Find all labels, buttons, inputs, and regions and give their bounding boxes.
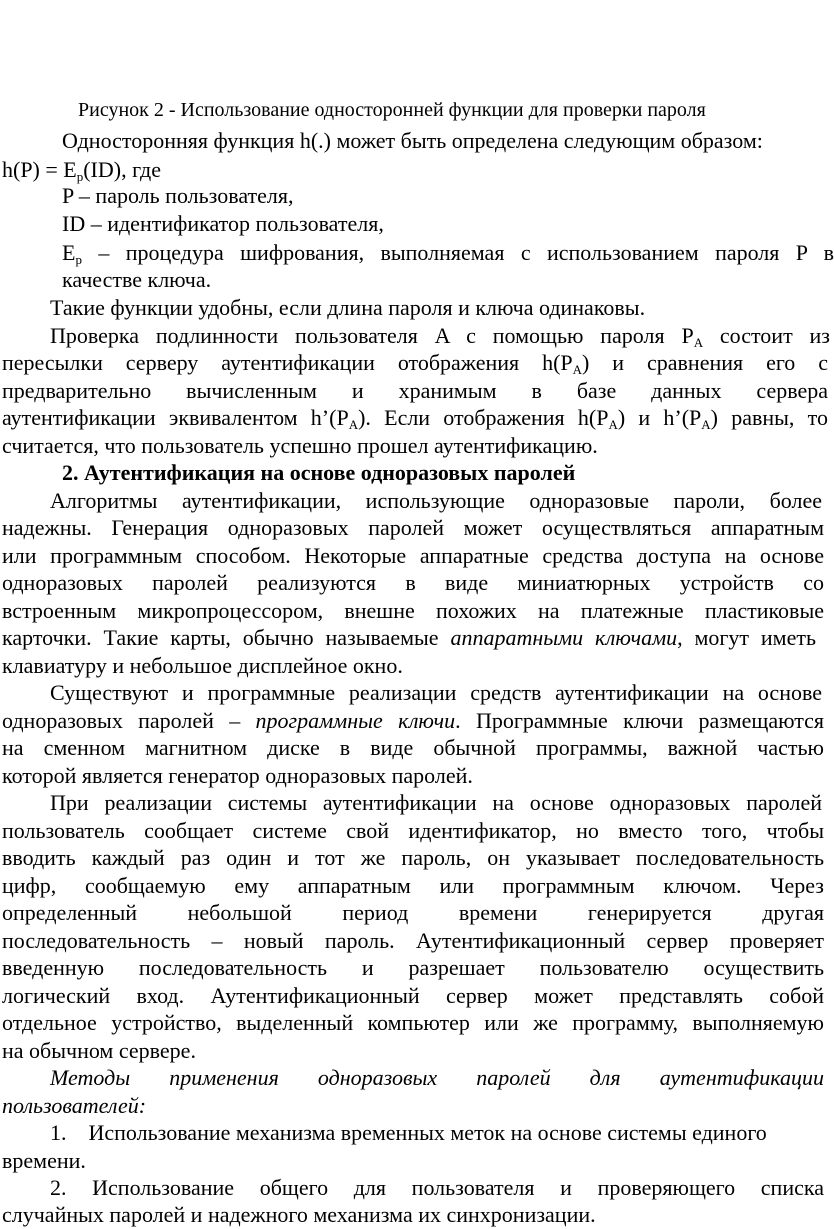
p1-l6b: , могут иметь xyxy=(677,625,817,650)
def-ep xyxy=(62,238,834,267)
p1-line-5: встроенным микропроцессором, внешне похожих на платежные пластиковые xyxy=(2,598,824,623)
verify-line-1 xyxy=(50,321,830,350)
p3-line-3: вводить каждый раз один и тот же пароль, он указывает последовательность xyxy=(2,845,824,870)
intro-formula xyxy=(2,155,816,184)
list-item-1: 1. Использование механизма временных меток на основе системы единого xyxy=(50,1120,767,1145)
verify-line-3: предварительно вычисленным и хранимым в базе данных сервера xyxy=(2,378,828,403)
formula-sub: p xyxy=(76,169,84,184)
p3-line-5: определенный небольшой период времени генерируется другая xyxy=(2,900,824,925)
figure-caption: Рисунок 2 - Использование односторонней функции для проверки пароля xyxy=(78,99,706,121)
def-p: P – пароль пользователя, xyxy=(62,183,294,208)
p1-line-4: одноразовых паролей реализуются в виде миниатюрных устройств со xyxy=(2,570,824,595)
list-item-2-cont: случайных паролей и надежного механизма их синхронизации. xyxy=(2,1202,596,1227)
verify-l2a: пересылки серверу аутентификации отображения h(P xyxy=(2,350,573,375)
p3-line-1: При реализации системы аутентификации на основе одноразовых паролей xyxy=(50,790,822,815)
verify-line-4 xyxy=(2,403,828,432)
p3-line-7: введенную последовательность и разрешает пользователю осуществить xyxy=(2,955,824,980)
p1-line-1: Алгоритмы аутентификации, использующие одноразовые пароли, более xyxy=(50,488,822,513)
p2-line-1: Существуют и программные реализации средств аутентификации на основе xyxy=(50,680,822,705)
p2-l2a: одноразовых паролей – xyxy=(2,708,256,733)
p3-line-6: последовательность – новый пароль. Аутентификационный сервер проверяет xyxy=(2,928,824,953)
p1-line-3: или программным способом. Некоторые аппаратные средства доступа на основе xyxy=(2,543,824,568)
formula-a: h(P) = E xyxy=(2,157,77,182)
formula-b: (ID), где xyxy=(83,157,161,182)
convenient-line: Такие функции удобны, если длина пароля и ключа одинаковы. xyxy=(50,295,646,320)
p2-line-2 xyxy=(2,706,824,735)
p1-l6-em: аппаратными ключами xyxy=(450,625,678,650)
methods-line-2: пользователей: xyxy=(2,1093,147,1118)
p3-line-9: отдельное устройство, выделенный компьютер или же программу, выполняемую xyxy=(2,1010,824,1035)
verify-l4-sub3: A xyxy=(701,417,711,432)
verify-l4a: аутентификации эквивалентом h’(P xyxy=(2,405,349,430)
verify-l4c: ) и h’(P xyxy=(617,405,702,430)
p3-line-10: на обычном сервере. xyxy=(2,1038,196,1063)
verify-l4-sub2: A xyxy=(608,417,618,432)
section-heading-2: 2. Аутентификация на основе одноразовых паролей xyxy=(62,460,576,485)
verify-l4-sub1: A xyxy=(348,417,359,432)
p1-line-2: надежны. Генерация одноразовых паролей может осуществляться аппаратным xyxy=(2,515,824,540)
def-id: ID – идентификатор пользователя, xyxy=(62,211,384,236)
p1-line-7: клавиатуру и небольшое дисплейное окно. xyxy=(2,653,403,678)
verify-line-2 xyxy=(2,348,828,377)
verify-l2-sub: A xyxy=(572,362,583,377)
verify-line-5: считается, что пользователь успешно прошел аутентификацию. xyxy=(2,433,598,458)
p2-l2b: . Программные ключи размещаются xyxy=(455,708,824,733)
def-ep-rest: – процедура шифрования, выполняемая с использованием пароля P в xyxy=(81,240,834,265)
p2-l2-em: программные ключи xyxy=(255,708,456,733)
p3-line-4: цифр, сообщаемую ему аппаратным или программным ключом. Через xyxy=(2,873,824,898)
verify-l1a: Проверка подлинности пользователя A с помощью пароля P xyxy=(50,323,694,348)
p3-line-2: пользователь сообщает системе свой идентификатор, но вместо того, чтобы xyxy=(2,818,824,843)
p2-line-3: на сменном магнитном диске в виде обычной программы, важной частью xyxy=(2,735,824,760)
methods-line-1: Методы применения одноразовых паролей для аутентификации xyxy=(50,1065,824,1090)
verify-l4d: ) равны, то xyxy=(710,405,828,430)
verify-l2b: ) и сравнения его с xyxy=(582,350,828,375)
verify-l4b: ). Если отображения h(P xyxy=(358,405,609,430)
p1-l6a: карточки. Такие карты, обычно называемые xyxy=(2,625,451,650)
list-item-1-cont: времени. xyxy=(2,1148,86,1173)
def-ep-sym: E xyxy=(62,240,76,265)
p1-line-6 xyxy=(2,623,816,652)
verify-l1b: состоит из xyxy=(703,323,830,348)
list-item-2: 2. Использование общего для пользователя и проверяющего списка xyxy=(50,1175,824,1200)
intro-line-1: Односторонняя функция h(.) может быть определена следующим образом: xyxy=(62,128,763,153)
def-ep-cont: качестве ключа. xyxy=(62,267,212,292)
p3-line-8: логический вход. Аутентификационный сервер может представлять собой xyxy=(2,983,824,1008)
verify-l1-sub: A xyxy=(693,335,704,350)
p2-line-4: которой является генератор одноразовых паролей. xyxy=(2,763,473,788)
def-ep-sub: p xyxy=(75,252,82,267)
